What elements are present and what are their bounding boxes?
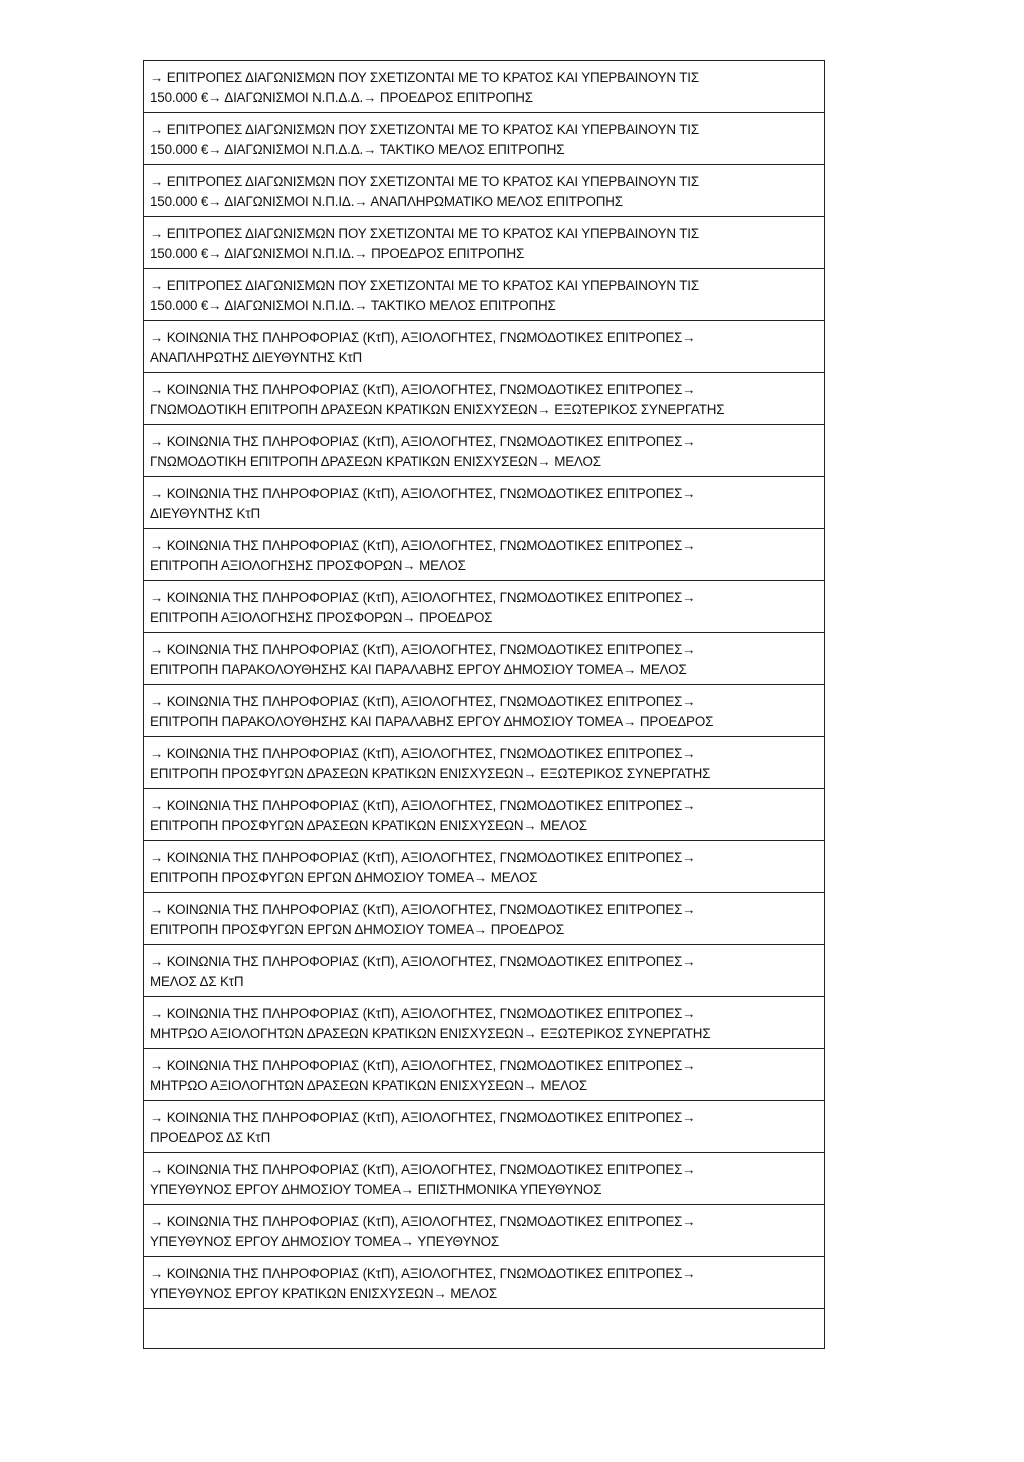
table-cell: → ΚΟΙΝΩΝΙΑ ΤΗΣ ΠΛΗΡΟΦΟΡΙΑΣ (ΚτΠ), ΑΞΙΟΛΟΓΗΤΕΣ, ΓΝΩΜΟΔΟΤΙΚΕΣ ΕΠΙΤΡΟΠΕΣ→ ΑΝΑΠΛΗΡΩΤΗΣ ΔΙΕΥΘΥΝΤΗΣ ΚτΠ xyxy=(144,321,825,373)
table-cell: → ΚΟΙΝΩΝΙΑ ΤΗΣ ΠΛΗΡΟΦΟΡΙΑΣ (ΚτΠ), ΑΞΙΟΛΟΓΗΤΕΣ, ΓΝΩΜΟΔΟΤΙΚΕΣ ΕΠΙΤΡΟΠΕΣ→ ΕΠΙΤΡΟΠΗ ΠΑΡΑΚΟΛΟΥΘΗΣΗΣ ΚΑΙ ΠΑΡΑΛΑΒΗΣ ΕΡΓΟΥ ΔΗΜΟΣΙΟΥ ΤΟΜΕΑ→ ΜΕΛΟΣ xyxy=(144,633,825,685)
table-cell: → ΚΟΙΝΩΝΙΑ ΤΗΣ ΠΛΗΡΟΦΟΡΙΑΣ (ΚτΠ), ΑΞΙΟΛΟΓΗΤΕΣ, ΓΝΩΜΟΔΟΤΙΚΕΣ ΕΠΙΤΡΟΠΕΣ→ ΠΡΟΕΔΡΟΣ ΔΣ ΚτΠ xyxy=(144,1101,825,1153)
table-row xyxy=(144,581,825,633)
table-row xyxy=(144,841,825,893)
table-row xyxy=(144,737,825,789)
table-cell: → ΚΟΙΝΩΝΙΑ ΤΗΣ ΠΛΗΡΟΦΟΡΙΑΣ (ΚτΠ), ΑΞΙΟΛΟΓΗΤΕΣ, ΓΝΩΜΟΔΟΤΙΚΕΣ ΕΠΙΤΡΟΠΕΣ→ ΓΝΩΜΟΔΟΤΙΚΗ ΕΠΙΤΡΟΠΗ ΔΡΑΣΕΩΝ ΚΡΑΤΙΚΩΝ ΕΝΙΣΧΥΣΕΩΝ→ ΕΞΩΤΕΡΙΚΟΣ ΣΥΝΕΡΓΑΤΗΣ xyxy=(144,373,825,425)
table-row xyxy=(144,373,825,425)
table-cell: → ΚΟΙΝΩΝΙΑ ΤΗΣ ΠΛΗΡΟΦΟΡΙΑΣ (ΚτΠ), ΑΞΙΟΛΟΓΗΤΕΣ, ΓΝΩΜΟΔΟΤΙΚΕΣ ΕΠΙΤΡΟΠΕΣ→ ΥΠΕΥΘΥΝΟΣ ΕΡΓΟΥ ΔΗΜΟΣΙΟΥ ΤΟΜΕΑ→ ΕΠΙΣΤΗΜΟΝΙΚΑ ΥΠΕΥΘΥΝΟΣ xyxy=(144,1153,825,1205)
table-cell: → ΚΟΙΝΩΝΙΑ ΤΗΣ ΠΛΗΡΟΦΟΡΙΑΣ (ΚτΠ), ΑΞΙΟΛΟΓΗΤΕΣ, ΓΝΩΜΟΔΟΤΙΚΕΣ ΕΠΙΤΡΟΠΕΣ→ ΕΠΙΤΡΟΠΗ ΠΡΟΣΦΥΓΩΝ ΔΡΑΣΕΩΝ ΚΡΑΤΙΚΩΝ ΕΝΙΣΧΥΣΕΩΝ→ ΕΞΩΤΕΡΙΚΟΣ ΣΥΝΕΡΓΑΤΗΣ xyxy=(144,737,825,789)
table-row xyxy=(144,1257,825,1309)
table-row xyxy=(144,477,825,529)
table-row xyxy=(144,165,825,217)
table-cell: → ΚΟΙΝΩΝΙΑ ΤΗΣ ΠΛΗΡΟΦΟΡΙΑΣ (ΚτΠ), ΑΞΙΟΛΟΓΗΤΕΣ, ΓΝΩΜΟΔΟΤΙΚΕΣ ΕΠΙΤΡΟΠΕΣ→ ΔΙΕΥΘΥΝΤΗΣ ΚτΠ xyxy=(144,477,825,529)
table-row xyxy=(144,1309,825,1349)
table-row xyxy=(144,633,825,685)
table-row xyxy=(144,113,825,165)
table-cell: → ΚΟΙΝΩΝΙΑ ΤΗΣ ΠΛΗΡΟΦΟΡΙΑΣ (ΚτΠ), ΑΞΙΟΛΟΓΗΤΕΣ, ΓΝΩΜΟΔΟΤΙΚΕΣ ΕΠΙΤΡΟΠΕΣ→ ΕΠΙΤΡΟΠΗ ΠΑΡΑΚΟΛΟΥΘΗΣΗΣ ΚΑΙ ΠΑΡΑΛΑΒΗΣ ΕΡΓΟΥ ΔΗΜΟΣΙΟΥ ΤΟΜΕΑ→ ΠΡΟΕΔΡΟΣ xyxy=(144,685,825,737)
table-row xyxy=(144,945,825,997)
table-row xyxy=(144,217,825,269)
table-row xyxy=(144,1205,825,1257)
table-cell: → ΚΟΙΝΩΝΙΑ ΤΗΣ ΠΛΗΡΟΦΟΡΙΑΣ (ΚτΠ), ΑΞΙΟΛΟΓΗΤΕΣ, ΓΝΩΜΟΔΟΤΙΚΕΣ ΕΠΙΤΡΟΠΕΣ→ ΕΠΙΤΡΟΠΗ ΑΞΙΟΛΟΓΗΣΗΣ ΠΡΟΣΦΟΡΩΝ→ ΜΕΛΟΣ xyxy=(144,529,825,581)
table-cell: → ΚΟΙΝΩΝΙΑ ΤΗΣ ΠΛΗΡΟΦΟΡΙΑΣ (ΚτΠ), ΑΞΙΟΛΟΓΗΤΕΣ, ΓΝΩΜΟΔΟΤΙΚΕΣ ΕΠΙΤΡΟΠΕΣ→ ΜΗΤΡΩΟ ΑΞΙΟΛΟΓΗΤΩΝ ΔΡΑΣΕΩΝ ΚΡΑΤΙΚΩΝ ΕΝΙΣΧΥΣΕΩΝ→ ΜΕΛΟΣ xyxy=(144,1049,825,1101)
table-row xyxy=(144,685,825,737)
table-cell: → ΚΟΙΝΩΝΙΑ ΤΗΣ ΠΛΗΡΟΦΟΡΙΑΣ (ΚτΠ), ΑΞΙΟΛΟΓΗΤΕΣ, ΓΝΩΜΟΔΟΤΙΚΕΣ ΕΠΙΤΡΟΠΕΣ→ ΕΠΙΤΡΟΠΗ ΠΡΟΣΦΥΓΩΝ ΕΡΓΩΝ ΔΗΜΟΣΙΟΥ ΤΟΜΕΑ→ ΜΕΛΟΣ xyxy=(144,841,825,893)
table-cell: → ΚΟΙΝΩΝΙΑ ΤΗΣ ΠΛΗΡΟΦΟΡΙΑΣ (ΚτΠ), ΑΞΙΟΛΟΓΗΤΕΣ, ΓΝΩΜΟΔΟΤΙΚΕΣ ΕΠΙΤΡΟΠΕΣ→ ΥΠΕΥΘΥΝΟΣ ΕΡΓΟΥ ΔΗΜΟΣΙΟΥ ΤΟΜΕΑ→ ΥΠΕΥΘΥΝΟΣ xyxy=(144,1205,825,1257)
table-cell: → ΚΟΙΝΩΝΙΑ ΤΗΣ ΠΛΗΡΟΦΟΡΙΑΣ (ΚτΠ), ΑΞΙΟΛΟΓΗΤΕΣ, ΓΝΩΜΟΔΟΤΙΚΕΣ ΕΠΙΤΡΟΠΕΣ→ ΕΠΙΤΡΟΠΗ ΠΡΟΣΦΥΓΩΝ ΔΡΑΣΕΩΝ ΚΡΑΤΙΚΩΝ ΕΝΙΣΧΥΣΕΩΝ→ ΜΕΛΟΣ xyxy=(144,789,825,841)
table-row xyxy=(144,425,825,477)
table-cell: → ΚΟΙΝΩΝΙΑ ΤΗΣ ΠΛΗΡΟΦΟΡΙΑΣ (ΚτΠ), ΑΞΙΟΛΟΓΗΤΕΣ, ΓΝΩΜΟΔΟΤΙΚΕΣ ΕΠΙΤΡΟΠΕΣ→ ΥΠΕΥΘΥΝΟΣ ΕΡΓΟΥ ΚΡΑΤΙΚΩΝ ΕΝΙΣΧΥΣΕΩΝ→ ΜΕΛΟΣ xyxy=(144,1257,825,1309)
positions-table xyxy=(143,60,825,1349)
table-cell: → ΕΠΙΤΡΟΠΕΣ ΔΙΑΓΩΝΙΣΜΩΝ ΠΟΥ ΣΧΕΤΙΖΟΝΤΑΙ ΜΕ ΤΟ ΚΡΑΤΟΣ ΚΑΙ ΥΠΕΡΒΑΙΝΟΥΝ ΤΙΣ 150.000 €→ ΔΙΑΓΩΝΙΣΜΟΙ Ν.Π.ΙΔ.→ ΤΑΚΤΙΚΟ ΜΕΛΟΣ ΕΠΙΤΡΟΠΗΣ xyxy=(144,269,825,321)
table-row xyxy=(144,61,825,113)
table-cell: → ΕΠΙΤΡΟΠΕΣ ΔΙΑΓΩΝΙΣΜΩΝ ΠΟΥ ΣΧΕΤΙΖΟΝΤΑΙ ΜΕ ΤΟ ΚΡΑΤΟΣ ΚΑΙ ΥΠΕΡΒΑΙΝΟΥΝ ΤΙΣ 150.000 €→ ΔΙΑΓΩΝΙΣΜΟΙ Ν.Π.Δ.Δ.→ ΤΑΚΤΙΚΟ ΜΕΛΟΣ ΕΠΙΤΡΟΠΗΣ xyxy=(144,113,825,165)
table-row xyxy=(144,893,825,945)
table-row xyxy=(144,321,825,373)
table-cell: → ΚΟΙΝΩΝΙΑ ΤΗΣ ΠΛΗΡΟΦΟΡΙΑΣ (ΚτΠ), ΑΞΙΟΛΟΓΗΤΕΣ, ΓΝΩΜΟΔΟΤΙΚΕΣ ΕΠΙΤΡΟΠΕΣ→ ΓΝΩΜΟΔΟΤΙΚΗ ΕΠΙΤΡΟΠΗ ΔΡΑΣΕΩΝ ΚΡΑΤΙΚΩΝ ΕΝΙΣΧΥΣΕΩΝ→ ΜΕΛΟΣ xyxy=(144,425,825,477)
table-cell: → ΚΟΙΝΩΝΙΑ ΤΗΣ ΠΛΗΡΟΦΟΡΙΑΣ (ΚτΠ), ΑΞΙΟΛΟΓΗΤΕΣ, ΓΝΩΜΟΔΟΤΙΚΕΣ ΕΠΙΤΡΟΠΕΣ→ ΜΕΛΟΣ ΔΣ ΚτΠ xyxy=(144,945,825,997)
table-row xyxy=(144,789,825,841)
table-row xyxy=(144,1153,825,1205)
table-cell: → ΚΟΙΝΩΝΙΑ ΤΗΣ ΠΛΗΡΟΦΟΡΙΑΣ (ΚτΠ), ΑΞΙΟΛΟΓΗΤΕΣ, ΓΝΩΜΟΔΟΤΙΚΕΣ ΕΠΙΤΡΟΠΕΣ→ ΕΠΙΤΡΟΠΗ ΑΞΙΟΛΟΓΗΣΗΣ ΠΡΟΣΦΟΡΩΝ→ ΠΡΟΕΔΡΟΣ xyxy=(144,581,825,633)
table-row xyxy=(144,529,825,581)
table-cell: → ΚΟΙΝΩΝΙΑ ΤΗΣ ΠΛΗΡΟΦΟΡΙΑΣ (ΚτΠ), ΑΞΙΟΛΟΓΗΤΕΣ, ΓΝΩΜΟΔΟΤΙΚΕΣ ΕΠΙΤΡΟΠΕΣ→ ΜΗΤΡΩΟ ΑΞΙΟΛΟΓΗΤΩΝ ΔΡΑΣΕΩΝ ΚΡΑΤΙΚΩΝ ΕΝΙΣΧΥΣΕΩΝ→ ΕΞΩΤΕΡΙΚΟΣ ΣΥΝΕΡΓΑΤΗΣ xyxy=(144,997,825,1049)
table-row xyxy=(144,1049,825,1101)
table-cell xyxy=(144,1309,825,1349)
table-row xyxy=(144,1101,825,1153)
table-row xyxy=(144,269,825,321)
table-cell: → ΕΠΙΤΡΟΠΕΣ ΔΙΑΓΩΝΙΣΜΩΝ ΠΟΥ ΣΧΕΤΙΖΟΝΤΑΙ ΜΕ ΤΟ ΚΡΑΤΟΣ ΚΑΙ ΥΠΕΡΒΑΙΝΟΥΝ ΤΙΣ 150.000 €→ ΔΙΑΓΩΝΙΣΜΟΙ Ν.Π.ΙΔ.→ ΠΡΟΕΔΡΟΣ ΕΠΙΤΡΟΠΗΣ xyxy=(144,217,825,269)
table-cell: → ΕΠΙΤΡΟΠΕΣ ΔΙΑΓΩΝΙΣΜΩΝ ΠΟΥ ΣΧΕΤΙΖΟΝΤΑΙ ΜΕ ΤΟ ΚΡΑΤΟΣ ΚΑΙ ΥΠΕΡΒΑΙΝΟΥΝ ΤΙΣ 150.000 €→ ΔΙΑΓΩΝΙΣΜΟΙ Ν.Π.ΙΔ.→ ΑΝΑΠΛΗΡΩΜΑΤΙΚΟ ΜΕΛΟΣ ΕΠΙΤΡΟΠΗΣ xyxy=(144,165,825,217)
table-cell: → ΕΠΙΤΡΟΠΕΣ ΔΙΑΓΩΝΙΣΜΩΝ ΠΟΥ ΣΧΕΤΙΖΟΝΤΑΙ ΜΕ ΤΟ ΚΡΑΤΟΣ ΚΑΙ ΥΠΕΡΒΑΙΝΟΥΝ ΤΙΣ 150.000 €→ ΔΙΑΓΩΝΙΣΜΟΙ Ν.Π.Δ.Δ.→ ΠΡΟΕΔΡΟΣ ΕΠΙΤΡΟΠΗΣ xyxy=(144,61,825,113)
table-row xyxy=(144,997,825,1049)
table-cell: → ΚΟΙΝΩΝΙΑ ΤΗΣ ΠΛΗΡΟΦΟΡΙΑΣ (ΚτΠ), ΑΞΙΟΛΟΓΗΤΕΣ, ΓΝΩΜΟΔΟΤΙΚΕΣ ΕΠΙΤΡΟΠΕΣ→ ΕΠΙΤΡΟΠΗ ΠΡΟΣΦΥΓΩΝ ΕΡΓΩΝ ΔΗΜΟΣΙΟΥ ΤΟΜΕΑ→ ΠΡΟΕΔΡΟΣ xyxy=(144,893,825,945)
